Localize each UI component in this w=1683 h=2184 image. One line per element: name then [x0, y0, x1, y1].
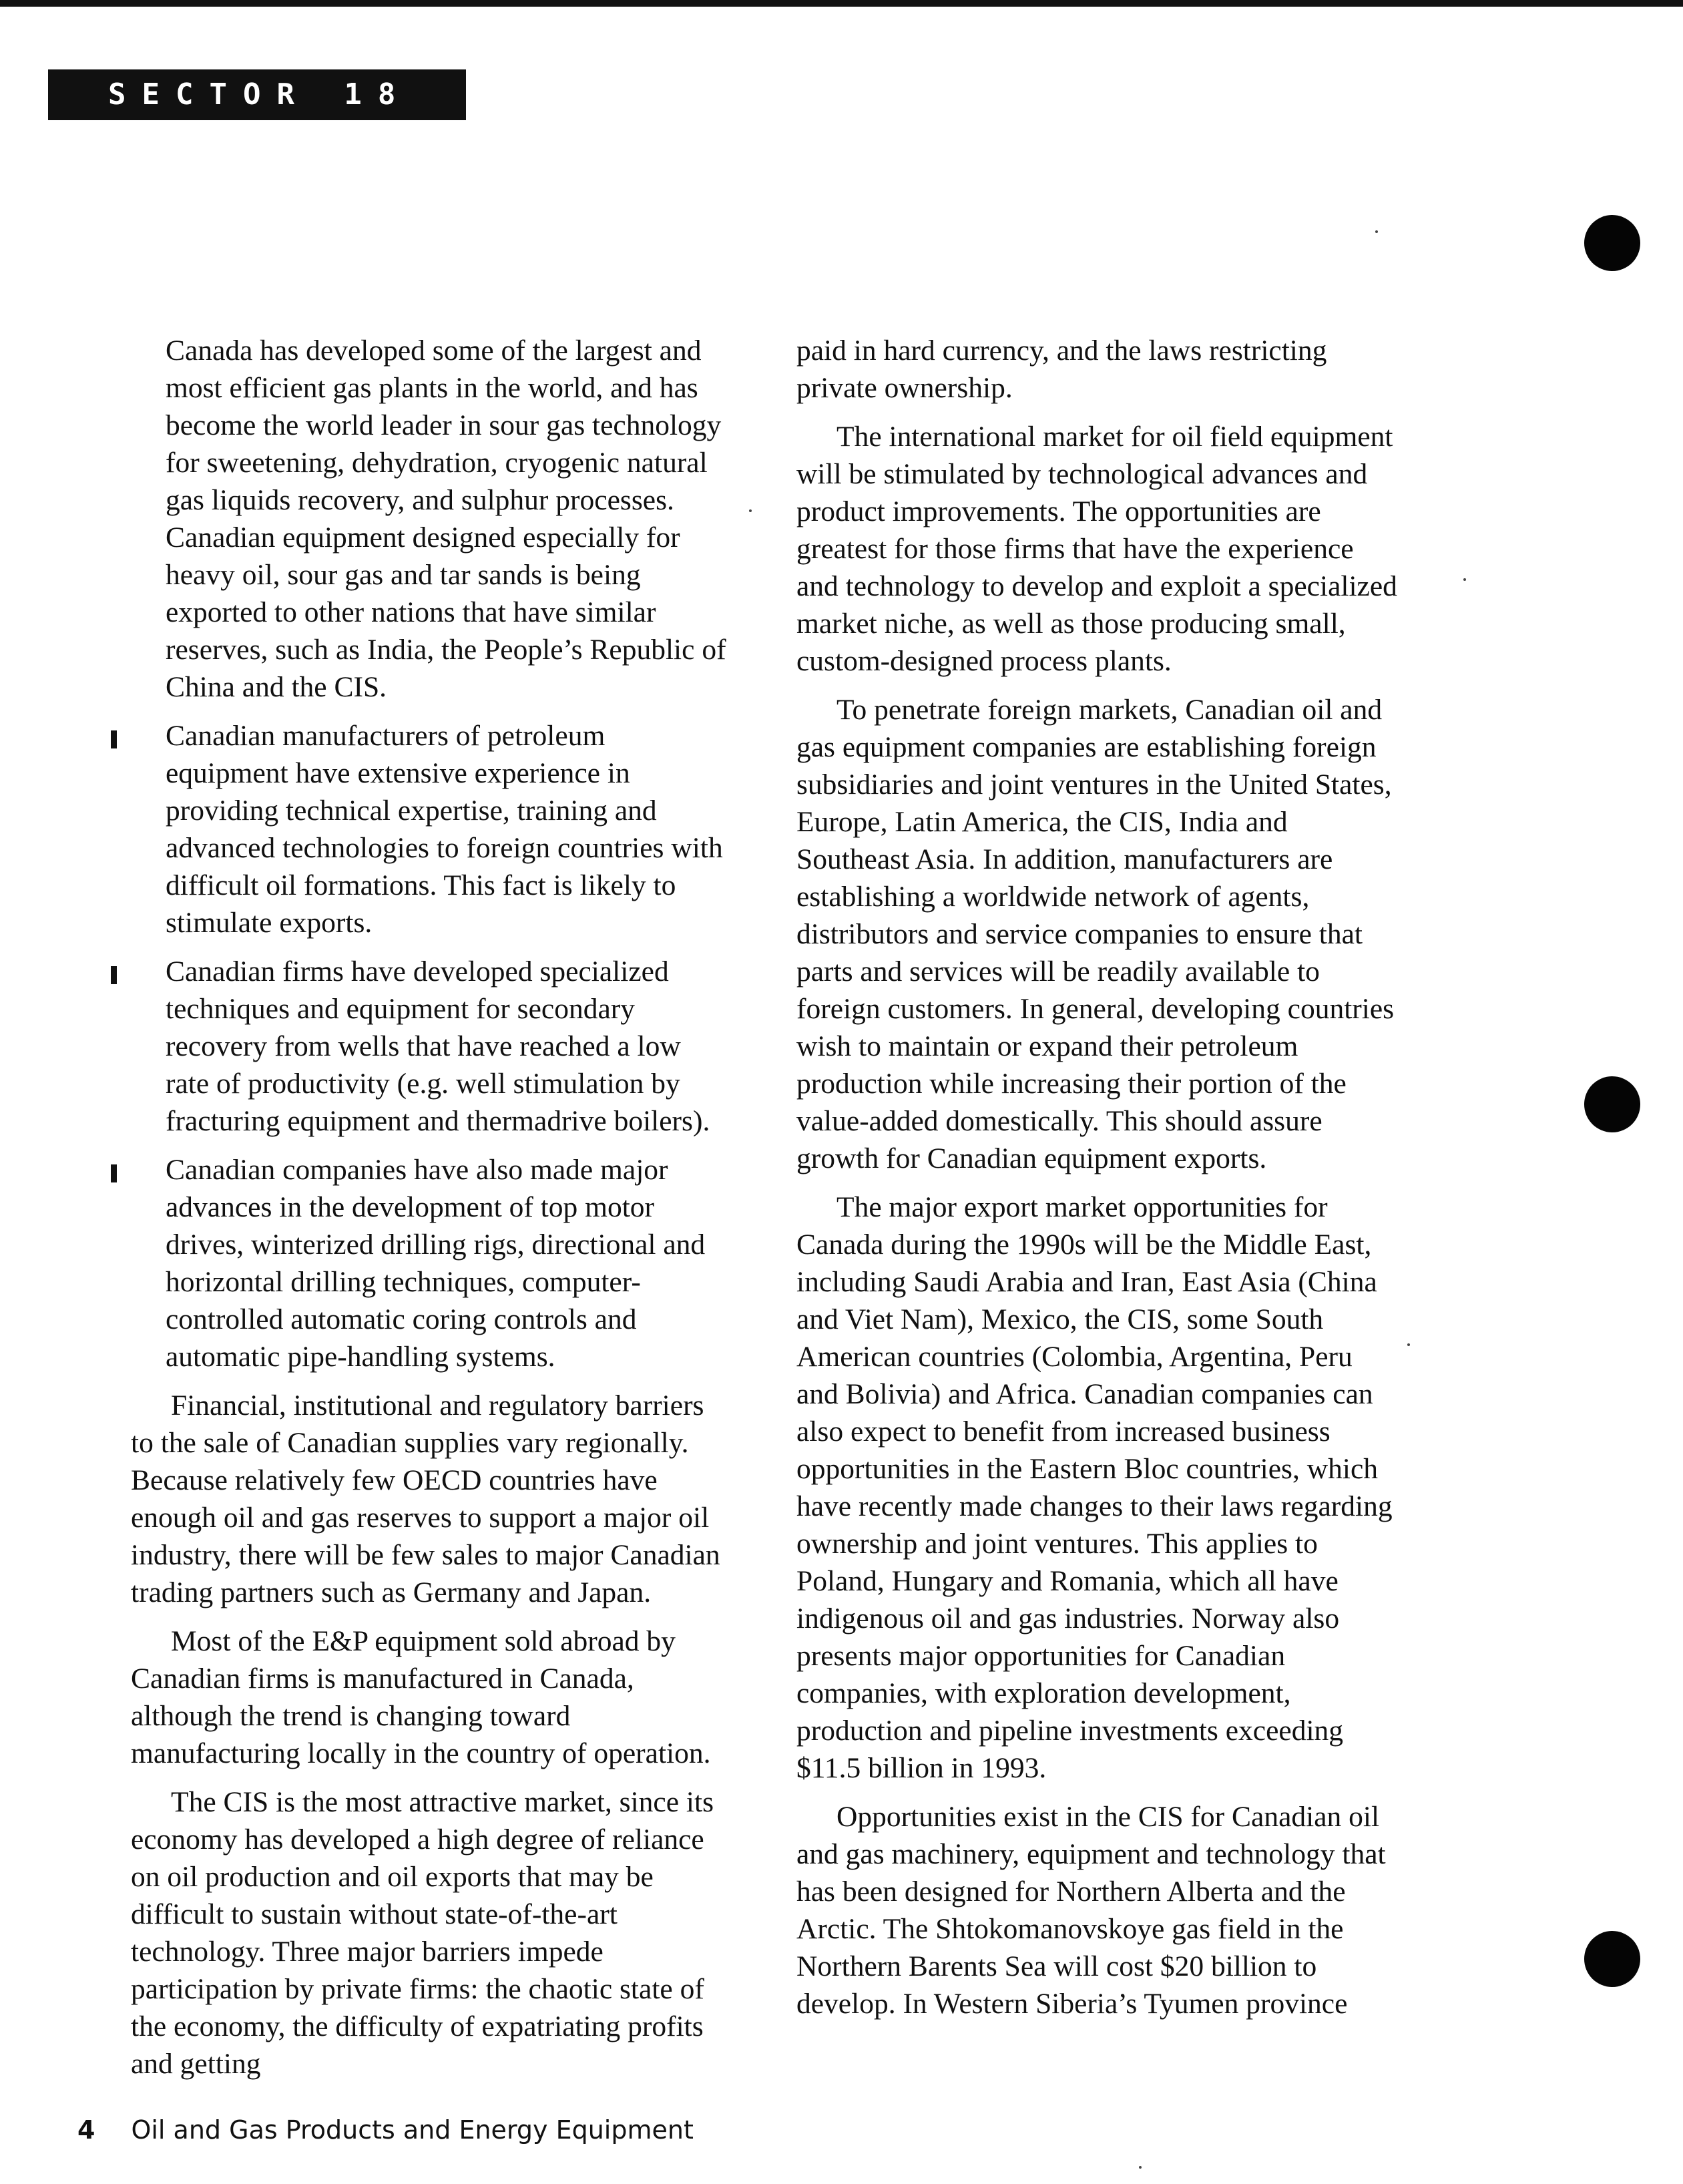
bullet-item [131, 953, 728, 1140]
sector-banner: SECTOR 18 [48, 69, 466, 120]
bullet-item [131, 717, 728, 941]
body-paragraph: The international market for oil field equipment will be stimulated by technological advances and product improvements. The opportunities are greatest for those firms that have the experience and technology to develop and exploit a specialized market niche, as well as those producing small, custom-designed process plants. [796, 421, 1397, 677]
body-paragraph: The major export market opportunities for Canada during the 1990s will be the Middle East, including Saudi Arabia and Iran, East Asia (China and Viet Nam), Mexico, the CIS, some South American countries (Colombia, Argentina, Peru and Bolivia) and Africa. Canadian companies can also expect to benefit from increased business opportunities in the Eastern Bloc countries, which have recently made changes to their laws regarding ownership and joint ventures. This applies to Poland, Hungary and Romania, which all have indigenous oil and gas industries. Norway also presents major opportunities for Canadian companies, with exploration development, production and pipeline investments exceeding $11.5 billion in 1993. [796, 1191, 1393, 1784]
punch-hole-top [1584, 215, 1640, 271]
bullet-text: Canadian manufacturers of petroleum equipment have extensive experience in providing technical expertise, training and advanced technologies to foreign countries with difficult oil formations. This fact is likely to stimulate exports. [166, 720, 723, 939]
continued-paragraph: paid in hard currency, and the laws restricting private ownership. [796, 335, 1327, 404]
bullet-text: Canadian firms have developed specialized techniques and equipment for secondary recovery from wells that have reached a low rate of productivity (e.g. well stimulation by fracturing equipment and thermadrive boilers). [166, 955, 710, 1137]
left-column [131, 332, 728, 2094]
bullet-item [131, 1151, 728, 1375]
bullet-text: Canadian companies have also made major advances in the development of top motor drives, winterized drilling rigs, directional and horizontal drilling techniques, computer-controlled automatic coring controls and automatic pipe-handling systems. [166, 1154, 706, 1373]
right-column [796, 332, 1401, 2034]
punch-hole-middle [1584, 1076, 1640, 1132]
scan-speck [749, 509, 752, 512]
publication-title: Oil and Gas Products and Energy Equipment [131, 2115, 694, 2145]
body-paragraph: To penetrate foreign markets, Canadian oil and gas equipment companies are establishing foreign subsidiaries and joint ventures in the United States, Europe, Latin America, the CIS, India and Southeast Asia. In addition, manufacturers are establishing a worldwide network of agents, distributors and service companies to ensure that parts and services will be readily available to foreign customers. In general, developing countries wish to maintain or expand their petroleum production while increasing their portion of the value-added domestically. This should assure growth for Canadian equipment exports. [796, 694, 1395, 1174]
intro-paragraph: Canada has developed some of the largest and most efficient gas plants in the world, and has become the world leader in sour gas technology for sweetening, dehydration, cryogenic natural gas liquids recovery, and sulphur processes. Canadian equipment designed especially for heavy oil, sour gas and tar sands is being exported to other nations that have similar reserves, such as India, the People’s Republic of China and the CIS. [166, 335, 726, 703]
top-rule [0, 0, 1683, 7]
body-paragraph: Opportunities exist in the CIS for Canadian oil and gas machinery, equipment and technology that has been designed for Northern Alberta and the Arctic. The Shtokomanovskoye gas field in the Northern Barents Sea will cost $20 billion to develop. In Western Siberia’s Tyumen province [796, 1801, 1386, 2020]
bullet-marker-icon [111, 1164, 117, 1182]
scan-speck [1139, 2166, 1142, 2169]
bullet-marker-icon [111, 730, 117, 748]
body-paragraph: The CIS is the most attractive market, since its economy has developed a high degree of reliance on oil production and oil exports that may be difficult to sustain without state-of-the-art technology. Three major barriers impede participation by private firms: the chaotic state of the economy, the difficulty of expatriating profits and getting [131, 1786, 714, 2080]
scan-speck [1463, 578, 1466, 581]
body-paragraph: Most of the E&P equipment sold abroad by Canadian firms is manufactured in Canada, although the trend is changing toward manufacturing locally in the country of operation. [131, 1625, 711, 1769]
page-number: 4 [77, 2115, 95, 2145]
bullet-marker-icon [111, 966, 117, 984]
page-footer [77, 2115, 694, 2145]
scan-speck [1407, 1343, 1410, 1346]
body-paragraph: Financial, institutional and regulatory barriers to the sale of Canadian supplies vary regionally. Because relatively few OECD countries have enough oil and gas reserves to support a major oil industry, there will be few sales to major Canadian trading partners such as Germany and Japan. [131, 1389, 720, 1608]
punch-hole-bottom [1584, 1931, 1640, 1987]
scan-speck [1375, 230, 1378, 233]
